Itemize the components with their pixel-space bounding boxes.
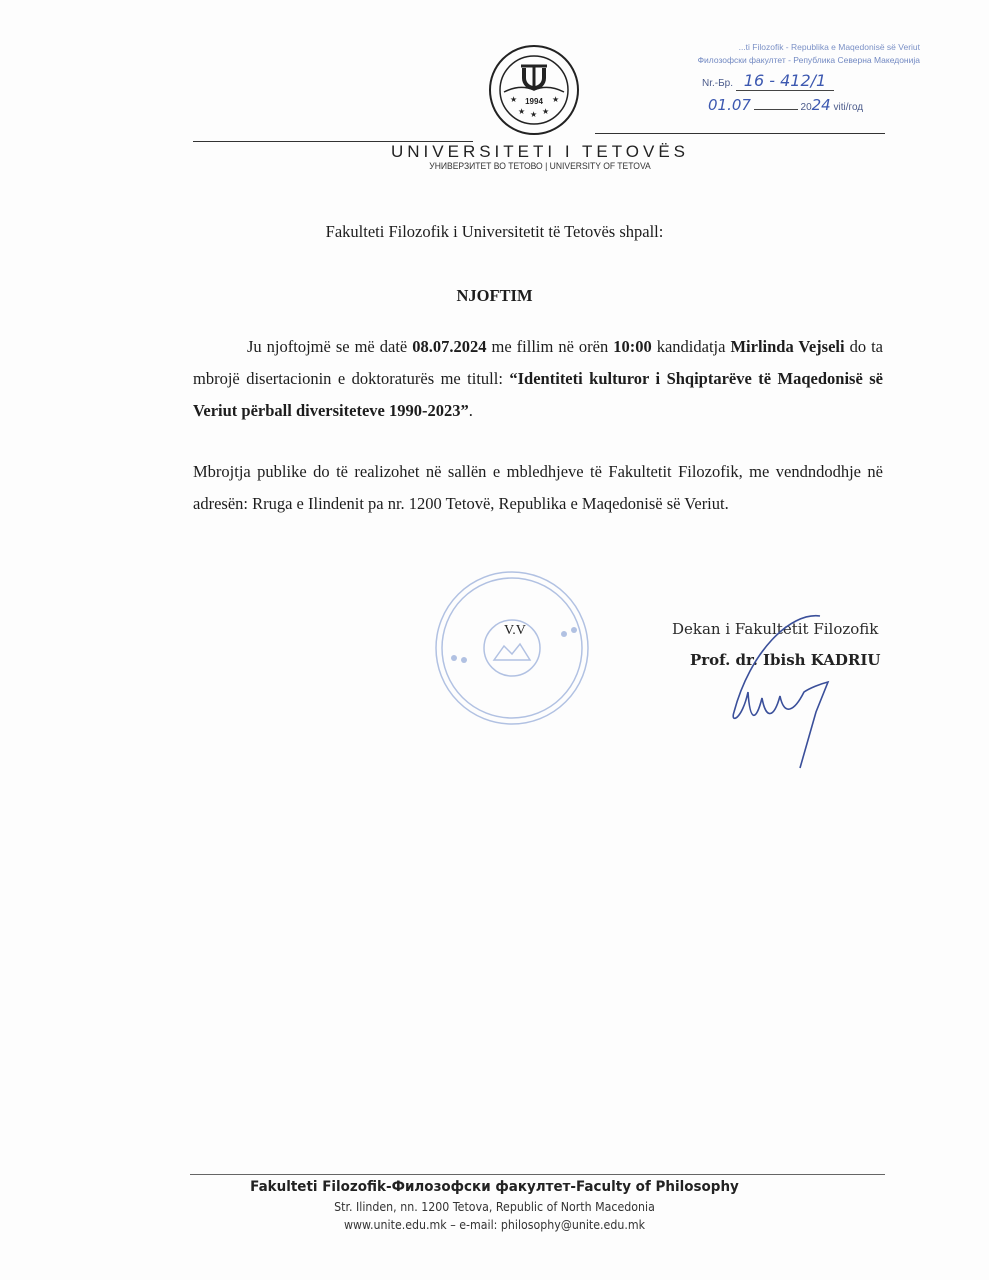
p1-text: me fillim në orën [486, 337, 614, 356]
defense-date: 08.07.2024 [412, 337, 487, 356]
document-heading: NJOFTIM [456, 286, 533, 305]
p1-text: kandidatja [651, 337, 731, 356]
registry-number-label: Nr.-Бр. [702, 78, 734, 89]
registry-stamp [640, 42, 930, 114]
registry-date-blank [754, 109, 798, 110]
registry-date-year-prefix: 20 [800, 102, 812, 113]
registry-number-value: 16 - 412/1 [736, 71, 834, 91]
handwritten-signature-icon [720, 612, 870, 772]
signed-on-behalf-mark: V.V [504, 623, 526, 638]
candidate-name: Mirlinda Vejseli [730, 337, 845, 356]
footer-address: Str. Ilinden, nn. 1200 Tetova, Republic of North Macedonia [334, 1200, 655, 1214]
signatory-name: Prof. dr. Ibish KADRIU [690, 651, 881, 669]
dissertation-title: “Identiteti kulturor i Shqiptarëve të Maqedonisë së Veriut përball diversiteteve 1990-2023” [193, 369, 883, 420]
registry-date-year-hand: 24 [811, 96, 831, 114]
p1-text: Ju njoftojmë se më datë [247, 337, 413, 356]
svg-text:★: ★ [552, 95, 560, 104]
registry-date-day-month: 01.07 [708, 96, 751, 114]
university-subtitle: УНИВЕРЗИТЕТ ВО ТЕТОВО | UNIVERSITY OF TETOVA [429, 161, 651, 172]
footer-contact: www.unite.edu.mk – e-mail: philosophy@unite.edu.mk [343, 1218, 646, 1232]
registry-line-2: Филозофски факултет - Република Северна Македонија [697, 55, 920, 65]
p1-text: do ta mbrojë disertacionin e doktoraturës me titull: [193, 337, 883, 388]
svg-text:★: ★ [510, 95, 518, 104]
announcement-paragraph [193, 331, 883, 427]
svg-text:★: ★ [518, 107, 526, 116]
registry-date [708, 96, 930, 114]
defense-time: 10:00 [613, 337, 652, 356]
p1-text: . [468, 401, 473, 420]
registry-line-1: ...ti Filozofik - Republika e Maqedonisë së Veriut [738, 42, 920, 52]
svg-text:1994: 1994 [525, 97, 543, 106]
svg-text:★: ★ [530, 110, 538, 119]
registry-date-suffix: viti/год [833, 102, 864, 113]
registry-number [702, 71, 930, 90]
intro-line: Fakulteti Filozofik i Universitetit të Tetovës shpall: [325, 222, 664, 241]
svg-text:★: ★ [542, 107, 550, 116]
location-paragraph: Mbrojtja publike do të realizohet në sallën e mbledhjeve të Fakultetit Filozofik, me vendndodhje në adresën: Rruga e Ilindenit pa nr. 1200 Tetovë, Republika e Maqedonisë së Veriut. [193, 462, 883, 513]
university-name: UNIVERSITETI I TETOVËS [390, 142, 690, 161]
header-rule-right [595, 133, 885, 134]
signatory-title: Dekan i Fakultetit Filozofik [672, 620, 879, 638]
faculty-seal-icon [420, 568, 606, 728]
university-logo-icon [480, 44, 588, 140]
footer-title: Fakulteti Filozofik-Филозофски факултет-Faculty of Philosophy [250, 1179, 739, 1195]
footer-rule [190, 1174, 885, 1175]
